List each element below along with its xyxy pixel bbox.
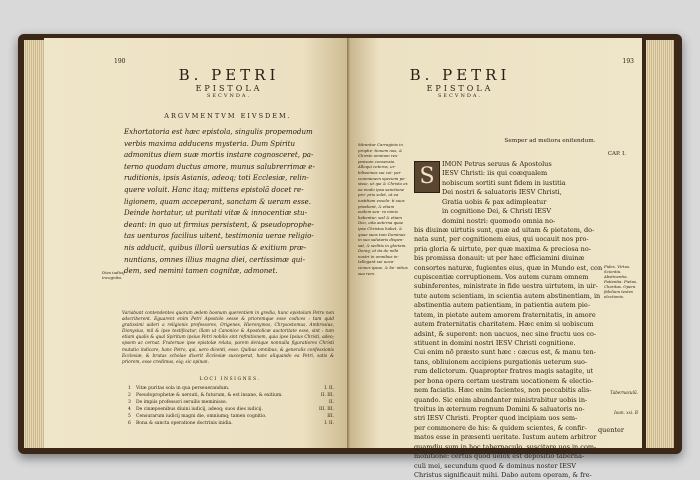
argument-heading: ARGVMENTVM EIVSDEM.	[164, 112, 292, 120]
text-line: Cui enim nõ præsto sunt hæc : cæcus est, & manu ten-	[414, 348, 596, 357]
text-line: stituent in domini nostri IESV Christi cognitione.	[414, 339, 576, 348]
list-item	[128, 420, 334, 427]
text-line: abstinentia autem patientiam, in patientia autem pie-	[414, 301, 591, 310]
loci-number: 1	[128, 386, 131, 391]
list-item	[128, 392, 334, 399]
argument-line: terno quodam ductus amore, munus salubrerrimæ e-	[124, 161, 315, 171]
left-header	[134, 66, 324, 99]
marginal-gloss-left: Mirantur Carraginis in prophe- tionem nos, & Christo omnium res- ponsum consensio. Alloqui ceteros, ur- bilissimos sui coi- per communem speciem pe- sisse, ut qui & Christo ex ea modo ipsa sanctione pro- prio solet, ut ea iustitiam exsolu- ti suos praebent, & etiam eodem seu- ra nimis habentur, sed & etiam Deo, uita aeterna quae ipse Christus habet, & quae suos tum Dominus in suo salutaris dispen- sat, & seditis in gloriam. Deniq; et ita de mihi nostri in omnibus in- tellegant sui uoca- ciones ipsae, & be- nitius sua rem.	[358, 142, 408, 276]
text-line: bis diuinæ uirtutis sunt, quæ ad uitam & pietatem, do-	[414, 225, 595, 234]
argument-line: dem, sed nemini tamen cognitæ, admonet.	[124, 266, 278, 276]
loci-number: 6	[128, 421, 131, 427]
left-page	[44, 38, 349, 448]
text-line: culi mei, secundum quod & dominus noster IESV	[414, 461, 577, 470]
right-header	[370, 66, 550, 99]
text-line: consortes naturæ, fugientes eius, quæ in Mundo est, con	[414, 263, 603, 272]
text-line: Dei nostri & saluatoris IESV Christi,	[442, 188, 562, 197]
list-item	[128, 406, 334, 413]
loci-ref: III.	[327, 414, 334, 420]
list-item	[128, 413, 334, 420]
argument-line: admonitus diem suæ mortis instare cognosceret, pa-	[124, 150, 314, 160]
loci-text: De impiis professori seruilis meminisse.	[136, 400, 228, 406]
text-line: matos esse in præsenti ueritate. Iustum autem arbitror	[414, 433, 597, 442]
list-item	[128, 399, 334, 406]
argument-line: ligionem, quam acceperant, sanctam & ueram esse.	[124, 196, 311, 206]
chapter-caption: Semper ad meliora enitendum.	[504, 138, 596, 144]
loci-ref: II. III.	[320, 393, 334, 399]
right-page	[350, 38, 642, 479]
chapter-label: CAP. I.	[607, 151, 626, 157]
argument-line: ruditionis, ipsis Asianis, adeoq; toti Ecclesiæ, relin-	[124, 173, 309, 183]
argument-line: Exhortatoria est hæc epistola, singulis propemodum	[124, 127, 313, 136]
right-subsubtitle: SECVNDA.	[437, 93, 483, 99]
loci-text: Censurarum iudicij magni die, omniumq; tamen cognitio.	[136, 414, 267, 420]
text-line: adsint, & superent: non uacuos, nec sine fructu uos co-	[414, 329, 597, 338]
argument-line: quere voluit. Hanc itaq; mittens epistolã docet re-	[124, 184, 304, 194]
text-line: quamdiu sum in hoc tabernaculo, suscitare uos in com-	[414, 442, 597, 451]
variations-paragraph: Variabunt contendentes quorum ædem boonum querentiem in gredia, hunc epistolam Petro non adscriberent. Eguarent enim Petri Apostolo sesse & prioremque esse codices : tum quid gratissimi uideri a religionis professores, Origenes, Hieronymos, Chrysostomus, Ambrosius, Dionysius, mil & ipse testificatur, illam ut Canonice & Apostolicæ auctoritate esse, sint : tum etiam qualis & qual Spiritum ipsius Petri nobilis sint refinitionem, quia ipse Ipsius Christi, adeo; spsem ac cernat. Fraternae ipse epistolæ relata, parem denique nonnulla figuratiores Christi mutatio indicare, hanc Petro, qui, uero dicenti, esse. Quibus omnibus, & generalis confessionis Ecclesiæ, & brutas scholae dixerit Ecclesiæ susceperat, hanc aliquando ea Petri, satis & priorem, esse credimus, eiq; sic opinan.	[122, 311, 334, 365]
page-edges-left	[24, 40, 46, 448]
argument-line: deant: in quo ut firmius persistent, & pseudoprophe-	[124, 219, 314, 229]
left-subtitle: EPISTOLA	[195, 84, 263, 93]
text-line: stri IESV Christi. Propter quod incipiam uos sem-	[414, 414, 578, 423]
loci-number: 3	[128, 400, 131, 406]
text-line: nobiscum sortiti sunt fidem in iustitia	[442, 178, 566, 187]
catchword: quenter	[598, 426, 624, 434]
argument-line: Deinde hortatur, ut puritati vitæ & innocentiæ stu-	[124, 208, 307, 218]
text-line: IMON Petrus seruus & Apostolus	[442, 160, 552, 168]
decorated-initial	[414, 161, 440, 193]
folio-right: 193	[622, 58, 634, 65]
loci-ref: III. III.	[319, 407, 334, 413]
loci-number: 5	[128, 414, 131, 420]
text-line: per commonere de his: & quidem scientes, & confir-	[414, 423, 587, 432]
text-line: in cognitione Dei, & Christi IESV	[442, 207, 552, 216]
list-item	[128, 385, 334, 392]
open-book	[18, 34, 682, 479]
text-line: troitus in æternum regnum Domini & saluatoris no-	[414, 404, 585, 413]
text-line: nem faciatis. Hæc enim facientes, non peccabitis alis-	[414, 386, 592, 395]
argument-text	[124, 126, 334, 277]
initial-letter: S	[419, 164, 435, 189]
text-line: tute autem scientiam, in scientia autem abstinentiam, in	[414, 291, 601, 300]
marginal-note-tabernacle: Tabernaculũ.	[610, 390, 638, 395]
page-edges-right	[646, 40, 674, 448]
argument-line: nis adducit, quibus illorũ uersutias & exitium præ-	[124, 242, 307, 252]
right-subtitle: EPISTOLA	[426, 84, 494, 93]
argument-line: tas uenturos facilius uitent, testimonia uerae religio-	[124, 231, 314, 241]
text-line: autem fraternitatis charitatem. Hæc enim si uobiscum	[414, 320, 594, 329]
argument-line: verbis maxima adducens mysteria. Dum Spiritu	[124, 138, 296, 148]
left-subsubtitle: SECVNDA.	[206, 93, 252, 99]
text-line: per bona opera certam uestram uocationem & electio-	[414, 376, 594, 385]
text-line: bis promissa donauit: ut per hæc efficiamini diuinæ	[414, 254, 585, 263]
argument-line: nuntians, omnes illius magna diei, certissimæ qui-	[124, 254, 305, 264]
loci-number: 4	[128, 407, 131, 413]
text-line: domini nostri: quomodo omnia no-	[442, 216, 556, 225]
text-line: pria gloria & uirtute, per quæ maxima & preciosa no-	[414, 244, 591, 253]
text-line: rum delictorum. Quapropter fratres magis satagite, ut	[414, 367, 594, 376]
right-title: B. PETRI	[409, 66, 511, 84]
text-line: subinferentes, ministrate in fide uestra uirtutem, in uir-	[414, 282, 598, 291]
loci-ref: I. II.	[324, 421, 334, 427]
text-line: nata sunt, per cognitionem eius, qui uocauit nos pro-	[414, 235, 589, 244]
text-line: tans, obliuionem accipiens purgationis ueterum suo-	[414, 357, 588, 366]
text-line: Christus significauit mihi. Dabo autem operam, & fre-	[414, 470, 592, 479]
marginal-note-reference: Ioan. xxi. B	[614, 410, 638, 415]
epistle-text	[414, 160, 614, 480]
marginal-gloss-right: Fides. Virtus. Scientia. Abstinentia. Patientia. Pietas. Charitas. Opera fidelium testes electionis.	[604, 264, 638, 299]
margin-note: Dies iudicij incognita.	[102, 270, 125, 280]
loci-number: 2	[128, 393, 131, 399]
loci-text: De cinæpoenibus diuini iudicij, adeoq; suos dies iudicij.	[136, 407, 263, 413]
loci-list	[128, 385, 334, 428]
left-title: B. PETRI	[178, 66, 280, 84]
text-line: cupiscentiæ corruptionem. Vos autem curam omnem	[414, 273, 589, 282]
folio-left: 190	[114, 58, 126, 65]
text-line: IESV Christi: iis qui coæqualem	[442, 169, 548, 178]
text-line: Gratia uobis & pax adimpleatur	[442, 197, 547, 206]
text-line: quando. Sic enim abundanter ministrabitur uobis in-	[414, 395, 588, 404]
loci-ref: I. II.	[324, 386, 334, 391]
loci-text: Vitæ puritas sola in qua perseuerandum.	[136, 386, 230, 391]
loci-ref: II.	[329, 400, 334, 406]
text-line: monitione: certus quod uelox est depositio taberna-	[414, 452, 585, 461]
loci-text: Bona & sancta operatione doctrinis inidia.	[136, 421, 233, 427]
text-line: tatem, in pietate autem amorem fraternitatis, in amore	[414, 310, 596, 319]
loci-heading: LOCI INSIGNES.	[199, 377, 261, 382]
loci-text: Pseudoprophetæ & uersuti, & futurum, & est insane, & exitium.	[136, 393, 283, 399]
